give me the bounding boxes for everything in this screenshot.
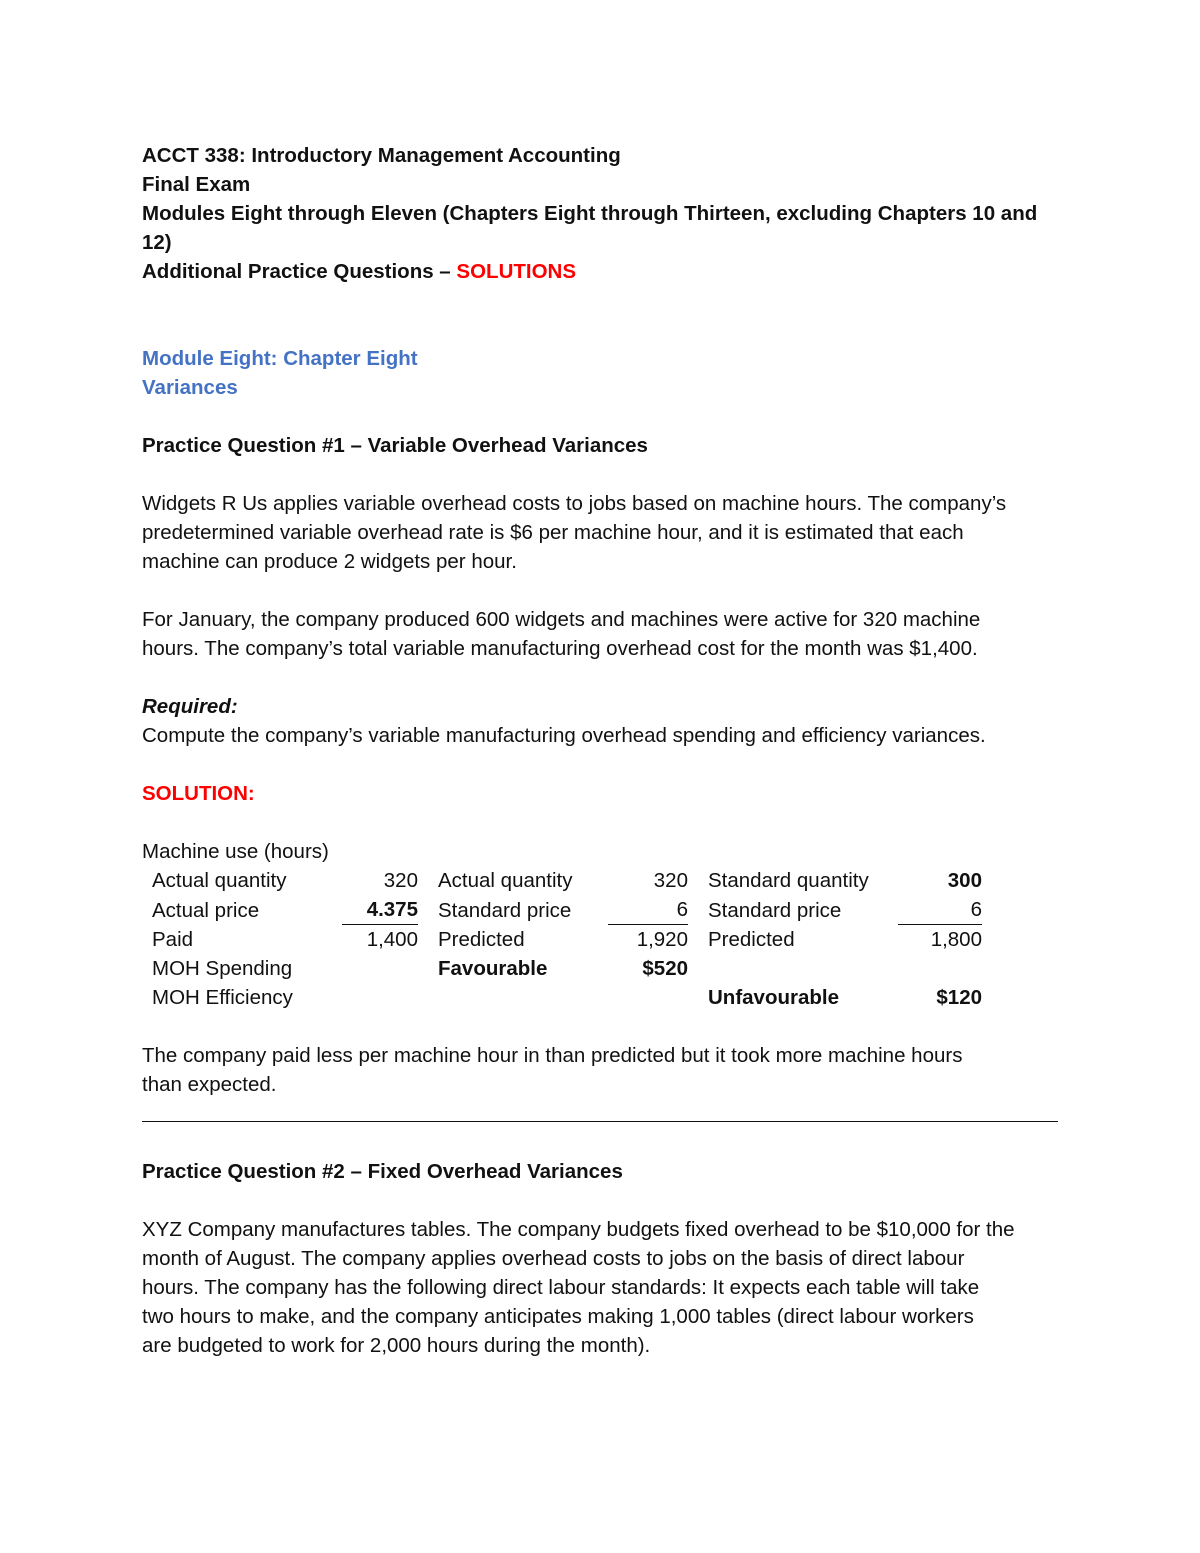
q1-paragraph-2-line-1: For January, the company produced 600 widgets and machines were active for 320 machine xyxy=(142,608,981,631)
exam-title: Final Exam xyxy=(142,173,251,196)
practice-title xyxy=(142,257,1062,286)
course-title: ACCT 338: Introductory Management Accounting xyxy=(142,144,621,167)
table-cell: Unfavourable xyxy=(708,986,839,1009)
table-cell: 4.375 xyxy=(342,895,418,925)
table-cell: 1,800 xyxy=(930,928,982,951)
section-divider xyxy=(142,1121,1058,1122)
table-cell xyxy=(608,983,688,1012)
table-cell: 300 xyxy=(947,869,982,892)
table-cell: Standard price xyxy=(708,898,842,922)
q2-paragraph-line-4: two hours to make, and the company anticipates making 1,000 tables (direct labour workers xyxy=(142,1305,974,1328)
table-cell: Predicted xyxy=(438,928,525,951)
table-cell: 6 xyxy=(608,895,688,925)
q1-solution-label: SOLUTION: xyxy=(142,782,255,805)
table-row xyxy=(142,983,982,1012)
q1-conclusion-line-1: The company paid less per machine hour in than predicted but it took more machine hours xyxy=(142,1044,963,1067)
table-cell: MOH Spending xyxy=(152,957,293,980)
table-cell: Favourable xyxy=(438,957,548,980)
modules-line-1: Modules Eight through Eleven (Chapters Eight through Thirteen, excluding Chapters 10 and xyxy=(142,202,1038,225)
q1-table-caption: Machine use (hours) xyxy=(142,840,329,863)
table-cell: Predicted xyxy=(708,928,795,951)
q1-paragraph-2-line-2: hours. The company’s total variable manufacturing overhead cost for the month was $1,400. xyxy=(142,637,978,660)
table-cell: Actual price xyxy=(152,898,260,922)
document-body xyxy=(142,141,1062,1360)
table-cell: 6 xyxy=(898,895,982,925)
practice-title-prefix: Additional Practice Questions – xyxy=(142,260,457,283)
q1-paragraph-1-line-3: machine can produce 2 widgets per hour. xyxy=(142,550,517,573)
q1-paragraph-1-line-2: predetermined variable overhead rate is $6 per machine hour, and it is estimated that each xyxy=(142,521,964,544)
modules-line-2: 12) xyxy=(142,231,172,254)
q1-required-label: Required: xyxy=(142,695,238,718)
table-cell: 320 xyxy=(383,869,418,892)
table-row xyxy=(142,895,982,925)
q2-paragraph-line-3: hours. The company has the following direct labour standards: It expects each table will take xyxy=(142,1276,980,1299)
q2-paragraph-line-5: are budgeted to work for 2,000 hours during the month). xyxy=(142,1334,651,1357)
table-cell: MOH Efficiency xyxy=(152,986,293,1009)
table-cell: Paid xyxy=(152,928,194,951)
table-cell xyxy=(342,954,418,983)
table-row xyxy=(142,866,982,895)
module-subtitle: Variances xyxy=(142,376,238,399)
table-row xyxy=(142,954,982,983)
table-cell xyxy=(898,954,982,983)
table-cell: $520 xyxy=(642,957,688,980)
practice-title-solutions: SOLUTIONS xyxy=(456,260,577,283)
variance-table xyxy=(142,866,982,1012)
q1-conclusion-line-2: than expected. xyxy=(142,1073,277,1096)
table-cell: Actual quantity xyxy=(152,869,287,892)
table-cell: $120 xyxy=(936,986,982,1009)
q1-paragraph-1-line-1: Widgets R Us applies variable overhead costs to jobs based on machine hours. The company’s xyxy=(142,492,1007,515)
table-cell xyxy=(438,983,608,1012)
table-row xyxy=(142,925,982,955)
table-cell xyxy=(708,954,898,983)
table-cell: 1,400 xyxy=(366,928,418,951)
table-cell: Standard quantity xyxy=(708,869,869,892)
q1-required-text: Compute the company’s variable manufacturing overhead spending and efficiency variances. xyxy=(142,724,986,747)
table-cell: Standard price xyxy=(438,898,572,922)
q2-paragraph-line-2: month of August. The company applies overhead costs to jobs on the basis of direct labour xyxy=(142,1247,965,1270)
q2-paragraph-line-1: XYZ Company manufactures tables. The company budgets fixed overhead to be $10,000 for the xyxy=(142,1218,1015,1241)
module-title: Module Eight: Chapter Eight xyxy=(142,347,418,370)
table-cell xyxy=(342,983,418,1012)
table-cell: Actual quantity xyxy=(438,869,573,892)
table-cell: 1,920 xyxy=(636,928,688,951)
q2-heading: Practice Question #2 – Fixed Overhead Variances xyxy=(142,1160,623,1183)
q1-heading: Practice Question #1 – Variable Overhead Variances xyxy=(142,434,648,457)
table-cell: 320 xyxy=(653,869,688,892)
